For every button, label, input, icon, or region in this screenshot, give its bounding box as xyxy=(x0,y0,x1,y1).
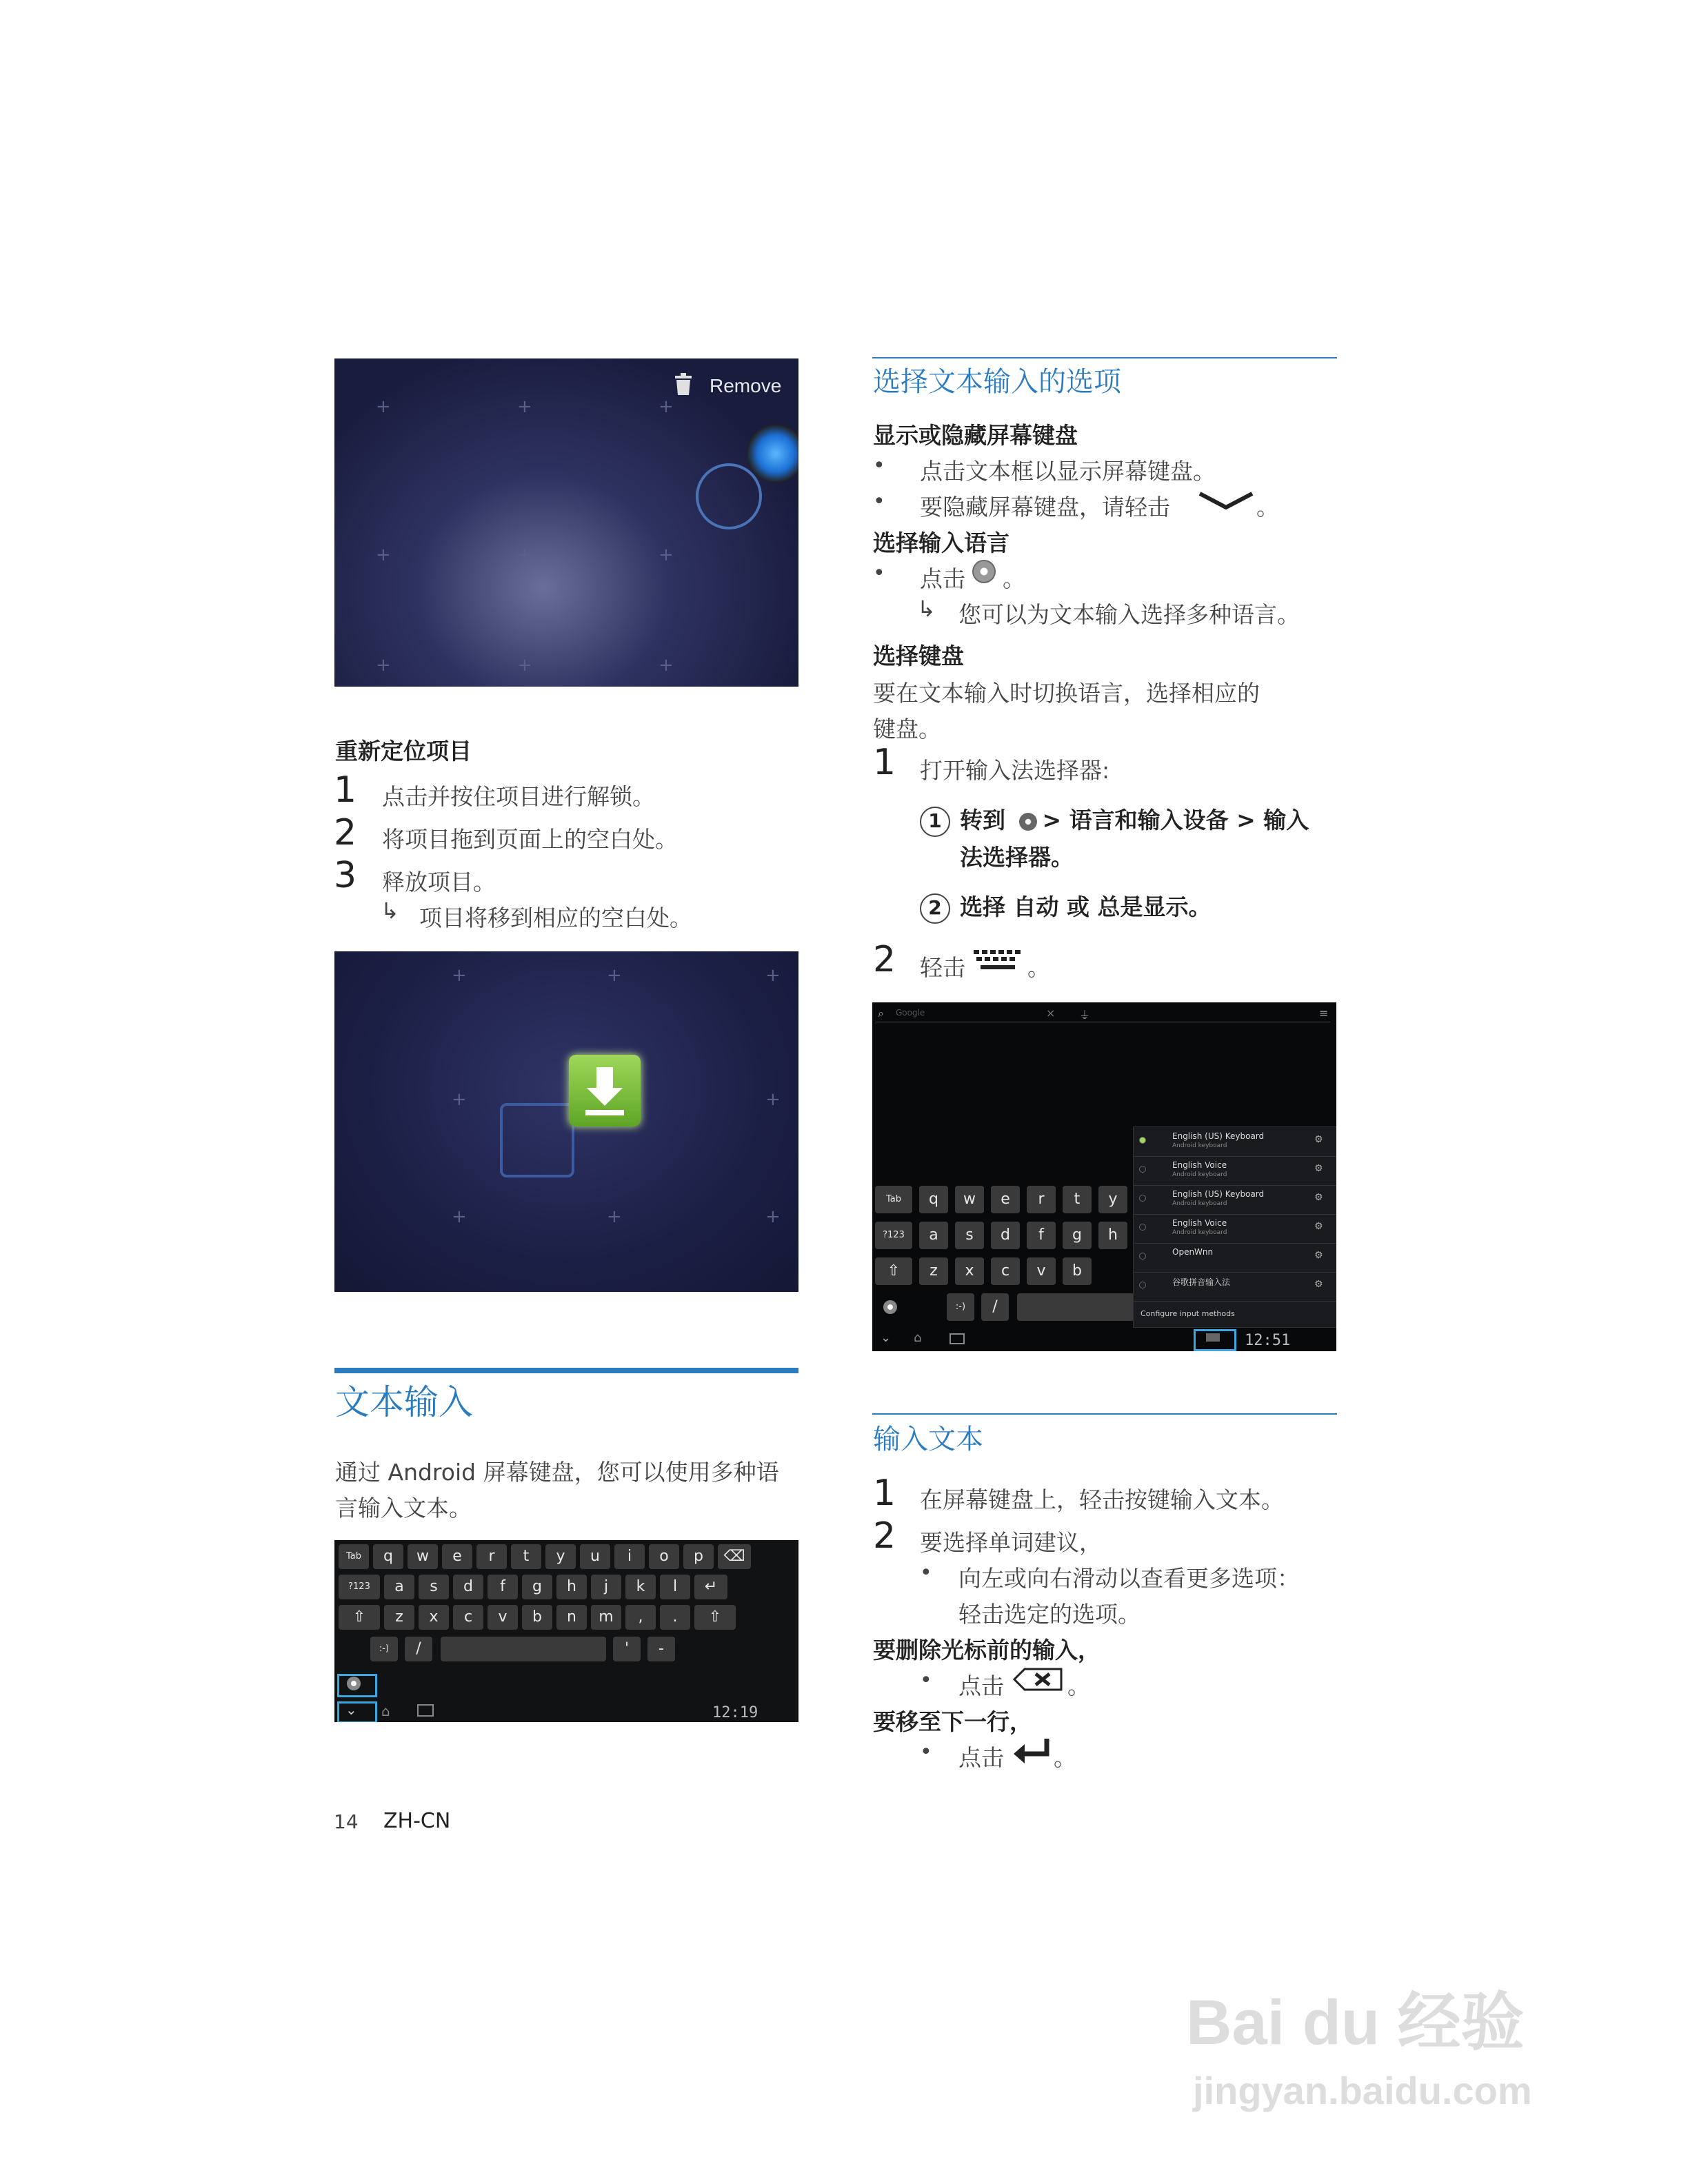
dragged-app-icon xyxy=(747,425,798,483)
configure-input-methods-link[interactable]: Configure input methods xyxy=(1141,1309,1235,1318)
keyboard-key[interactable]: . xyxy=(660,1605,690,1630)
keyboard-key[interactable]: Tab xyxy=(339,1544,369,1569)
keyboard-key[interactable]: ↵ xyxy=(694,1575,727,1599)
keyboard-key[interactable]: ' xyxy=(613,1637,641,1661)
step-number: 1 xyxy=(334,769,357,811)
page-number: 14 xyxy=(334,1810,359,1833)
keyboard-key[interactable]: f xyxy=(1027,1222,1056,1249)
grid-cross: + xyxy=(607,1206,622,1227)
keyboard-key[interactable]: :-) xyxy=(370,1637,398,1661)
grid-cross: + xyxy=(376,396,391,417)
step-number: 2 xyxy=(873,1515,896,1557)
step-text: 打开输入法选择器: xyxy=(920,757,1110,784)
space-bar[interactable] xyxy=(441,1637,606,1661)
grid-cross: + xyxy=(607,965,622,986)
option-title: English Voice xyxy=(1172,1160,1227,1170)
status-clock: 12:19 xyxy=(712,1704,758,1721)
keyboard-key[interactable]: t xyxy=(511,1544,541,1569)
bullet: • xyxy=(873,561,885,585)
keyboard-key[interactable]: q xyxy=(373,1544,403,1569)
delete-title: 要删除光标前的输入， xyxy=(873,1637,1101,1664)
keyboard-key[interactable]: / xyxy=(981,1293,1009,1321)
keyboard-key[interactable]: v xyxy=(488,1605,518,1630)
keyboard-key[interactable]: x xyxy=(955,1257,984,1285)
keyboard-key[interactable]: c xyxy=(453,1605,483,1630)
keyboard-key[interactable]: ⇧ xyxy=(875,1257,912,1285)
keyboard-key[interactable]: c xyxy=(991,1257,1020,1285)
bullet: • xyxy=(920,1561,932,1585)
grid-cross: + xyxy=(517,545,532,565)
keyboard-key[interactable]: s xyxy=(955,1222,984,1249)
keyboard-key[interactable]: ?123 xyxy=(875,1222,912,1249)
step-number: 2 xyxy=(873,939,896,980)
keyboard xyxy=(334,1540,798,1722)
period: 。 xyxy=(1027,954,1050,981)
settings-gear-icon xyxy=(1019,813,1037,831)
input-method-option[interactable] xyxy=(1134,1156,1336,1186)
keyboard-key[interactable]: u xyxy=(580,1544,610,1569)
keyboard-key[interactable]: j xyxy=(591,1575,621,1599)
keyboard-key[interactable]: w xyxy=(955,1186,984,1213)
step-number: 1 xyxy=(873,1473,896,1514)
menu-icon: ≡ xyxy=(1319,1007,1329,1020)
option-subtitle: Android keyboard xyxy=(1172,1200,1227,1207)
keyboard-key[interactable]: :-) xyxy=(947,1293,974,1321)
remove-label: Remove xyxy=(710,375,782,396)
keyboard-key[interactable]: b xyxy=(1063,1257,1092,1285)
step-text: 在屏幕键盘上，轻击按键输入文本。 xyxy=(920,1486,1284,1513)
intro-text: 言输入文本。 xyxy=(335,1495,472,1521)
keyboard-key[interactable]: r xyxy=(476,1544,507,1569)
bullet-text: 向左或向右滑动以查看更多选项： xyxy=(958,1565,1300,1592)
screenshot-remove-item xyxy=(334,358,798,687)
keyboard-key[interactable]: f xyxy=(488,1575,518,1599)
grid-cross: + xyxy=(376,655,391,676)
grid-cross: + xyxy=(765,1206,781,1227)
radio-button[interactable] xyxy=(1139,1253,1146,1260)
chevron-down-icon: ⌄ xyxy=(345,1701,357,1718)
step-text: 释放项目。 xyxy=(382,869,496,896)
keyboard-key[interactable]: - xyxy=(647,1637,675,1661)
keyboard-icon xyxy=(972,949,1023,972)
status-clock: 12:51 xyxy=(1245,1332,1291,1349)
option-subtitle: Android keyboard xyxy=(1172,1171,1227,1178)
option-title: English (US) Keyboard xyxy=(1172,1189,1265,1199)
bullet-text: 点击 xyxy=(920,565,965,592)
result-text: 您可以为文本输入选择多种语言。 xyxy=(958,601,1300,628)
bullet: • xyxy=(873,489,885,514)
step-number: 3 xyxy=(334,855,357,896)
keyboard-key[interactable]: x xyxy=(419,1605,449,1630)
search-icon: ⌕ xyxy=(878,1007,884,1020)
keyboard-key[interactable]: h xyxy=(556,1575,587,1599)
keyboard-icon xyxy=(1206,1333,1220,1342)
reposition-title: 重新定位项目 xyxy=(335,738,472,765)
keyboard-key[interactable]: r xyxy=(1027,1186,1056,1213)
section-heading-enter-text: 输入文本 xyxy=(873,1424,983,1455)
option-title: OpenWnn xyxy=(1172,1247,1214,1257)
keyboard-desc: 键盘。 xyxy=(873,716,941,742)
section-heading-select-options: 选择文本输入的选项 xyxy=(873,366,1121,398)
keyboard-key[interactable]: e xyxy=(442,1544,472,1569)
substep-text: 转到 xyxy=(960,807,1005,833)
substep xyxy=(920,889,1211,924)
period: 。 xyxy=(1054,1744,1076,1771)
newline-title: 要移至下一行， xyxy=(873,1708,1032,1735)
input-method-option[interactable] xyxy=(1134,1214,1336,1244)
radio-button[interactable] xyxy=(1139,1224,1146,1231)
section-rule xyxy=(334,1368,798,1373)
keyboard-key[interactable]: w xyxy=(408,1544,438,1569)
keyboard-key[interactable]: l xyxy=(660,1575,690,1599)
keyboard-key[interactable]: y xyxy=(1098,1186,1127,1213)
keyboard-key[interactable]: a xyxy=(384,1575,414,1599)
substep-marker: 2 xyxy=(920,893,950,924)
input-settings-icon[interactable] xyxy=(883,1300,897,1314)
input-method-menu xyxy=(1133,1126,1336,1328)
step-text: 轻击 xyxy=(920,954,965,981)
keyboard-key[interactable]: / xyxy=(405,1637,432,1661)
step-number: 2 xyxy=(334,812,357,853)
option-subtitle: Android keyboard xyxy=(1172,1142,1227,1149)
empty-slot-outline xyxy=(500,1103,574,1177)
show-hide-title: 显示或隐藏屏幕键盘 xyxy=(873,422,1078,449)
bullet-text: 要隐藏屏幕键盘，请轻击 xyxy=(920,494,1170,520)
grid-cross: + xyxy=(517,396,532,417)
keyboard-key[interactable]: i xyxy=(614,1544,645,1569)
period: 。 xyxy=(1003,565,1025,592)
settings-icon[interactable]: ⚙ xyxy=(1314,1192,1323,1203)
keyboard-key[interactable]: a xyxy=(919,1222,948,1249)
home-icon: ⌂ xyxy=(914,1331,922,1345)
bullet-text: 点击 xyxy=(958,1672,1004,1699)
keyboard-key[interactable]: ?123 xyxy=(339,1575,380,1599)
watermark-url: jingyan.baidu.com xyxy=(1193,2069,1532,2112)
keyboard-key[interactable]: m xyxy=(591,1605,621,1630)
intro-text: 通过 Android 屏幕键盘，您可以使用多种语 xyxy=(335,1459,779,1486)
screenshot-keyboard xyxy=(334,1540,798,1722)
section-rule xyxy=(872,1413,1337,1415)
settings-icon[interactable]: ⚙ xyxy=(1314,1134,1323,1145)
keyboard-key[interactable]: g xyxy=(1063,1222,1092,1249)
grid-cross: + xyxy=(452,1206,467,1227)
result-arrow-icon: ↳ xyxy=(917,596,936,622)
substep-text: 法选择器。 xyxy=(960,844,1074,871)
step-text: 点击并按住项目进行解锁。 xyxy=(382,783,655,810)
step-text: 要选择单词建议， xyxy=(920,1529,1102,1556)
keyboard-key[interactable]: b xyxy=(522,1605,552,1630)
home-icon: ⌂ xyxy=(381,1703,390,1719)
microphone-icon: ⏚ xyxy=(1079,1009,1091,1022)
language-code: ZH-CN xyxy=(383,1809,451,1833)
keyboard-key[interactable]: ⌫ xyxy=(718,1544,751,1569)
screenshot-input-method-selector xyxy=(872,1002,1336,1351)
settings-icon[interactable]: ⚙ xyxy=(1314,1163,1323,1174)
substep-marker: 1 xyxy=(920,807,950,837)
radio-button[interactable] xyxy=(1139,1166,1146,1173)
settings-icon[interactable]: ⚙ xyxy=(1314,1221,1323,1232)
hide-keyboard-chevron-icon xyxy=(1198,491,1254,510)
keyboard-key[interactable]: , xyxy=(625,1605,656,1630)
substep xyxy=(920,802,1309,837)
baidu-watermark-logo xyxy=(1186,1930,1572,2068)
keyboard-key[interactable]: t xyxy=(1063,1186,1092,1213)
grid-cross: + xyxy=(517,655,532,676)
keyboard-key[interactable]: d xyxy=(991,1222,1020,1249)
option-title: English (US) Keyboard xyxy=(1172,1131,1265,1141)
language-title: 选择输入语言 xyxy=(873,529,1009,556)
keyboard-key[interactable]: z xyxy=(384,1605,414,1630)
step-text: 将项目拖到页面上的空白处。 xyxy=(382,826,678,853)
recent-apps-icon xyxy=(417,1704,434,1717)
result-arrow-icon: ↳ xyxy=(381,898,399,924)
grid-cross: + xyxy=(452,1089,467,1110)
bullet-text: 轻击选定的选项。 xyxy=(958,1601,1141,1628)
watermark-brand: Bai du 经验 xyxy=(1186,1988,1525,2058)
keyboard-key[interactable]: h xyxy=(1098,1222,1127,1249)
search-placeholder: Google xyxy=(896,1008,925,1018)
space-bar[interactable] xyxy=(1017,1293,1134,1321)
radio-button[interactable] xyxy=(1139,1195,1146,1202)
drop-target-circle xyxy=(696,463,762,529)
keyboard-title: 选择键盘 xyxy=(873,643,964,669)
substep-text: > 语言和输入设备 > 输入 xyxy=(1042,807,1309,833)
keyboard-key[interactable]: p xyxy=(683,1544,714,1569)
keyboard-key[interactable]: Tab xyxy=(875,1186,912,1213)
keyboard-key[interactable]: o xyxy=(649,1544,679,1569)
bullet: • xyxy=(873,454,885,478)
grid-cross: + xyxy=(452,965,467,986)
keyboard-key[interactable]: y xyxy=(545,1544,576,1569)
keyboard-key[interactable]: ⇧ xyxy=(339,1605,380,1630)
keyboard-key[interactable]: v xyxy=(1027,1257,1056,1285)
bullet-text: 点击文本框以显示屏幕键盘。 xyxy=(920,458,1216,485)
keyboard-key[interactable]: k xyxy=(625,1575,656,1599)
keyboard-key[interactable]: g xyxy=(522,1575,552,1599)
result-text: 项目将移到相应的空白处。 xyxy=(419,904,692,931)
radio-button[interactable] xyxy=(1139,1137,1146,1144)
grid-cross: + xyxy=(765,965,781,986)
keyboard-key[interactable]: s xyxy=(419,1575,449,1599)
section-rule xyxy=(872,357,1337,358)
input-method-option[interactable] xyxy=(1134,1272,1336,1302)
keyboard-key[interactable]: d xyxy=(453,1575,483,1599)
option-subtitle: Android keyboard xyxy=(1172,1229,1227,1236)
grid-cross: + xyxy=(376,545,391,565)
enter-key-icon xyxy=(1012,1736,1052,1763)
settings-gear-icon xyxy=(972,560,996,583)
keyboard-desc: 要在文本输入时切换语言，选择相应的 xyxy=(873,680,1260,707)
keyboard-key[interactable]: ⇧ xyxy=(694,1605,736,1630)
recent-apps-icon xyxy=(950,1333,965,1344)
period: 。 xyxy=(1067,1672,1090,1699)
grid-cross: + xyxy=(659,655,674,676)
keyboard-key[interactable]: e xyxy=(991,1186,1020,1213)
keyboard-key[interactable]: z xyxy=(919,1257,948,1285)
radio-button[interactable] xyxy=(1139,1282,1146,1288)
input-method-option[interactable] xyxy=(1134,1243,1336,1273)
bullet: • xyxy=(920,1668,932,1692)
trash-icon xyxy=(674,372,693,396)
screenshot-drag-item xyxy=(334,951,798,1292)
keyboard-key[interactable]: q xyxy=(919,1186,948,1213)
bullet: • xyxy=(920,1740,932,1764)
option-title: English Voice xyxy=(1172,1218,1227,1228)
option-title: 谷歌拼音输入法 xyxy=(1172,1277,1231,1287)
input-method-option[interactable] xyxy=(1134,1127,1336,1157)
backspace-icon xyxy=(1012,1667,1063,1692)
keyboard-key[interactable]: n xyxy=(556,1605,587,1630)
grid-cross: + xyxy=(659,545,674,565)
period: 。 xyxy=(1256,494,1279,520)
hide-keyboard-highlight xyxy=(337,1701,377,1722)
section-heading-text-input: 文本输入 xyxy=(335,1382,473,1422)
step-number: 1 xyxy=(873,742,896,783)
settings-icon[interactable]: ⚙ xyxy=(1314,1250,1323,1261)
settings-icon[interactable]: ⚙ xyxy=(1314,1279,1323,1290)
grid-cross: + xyxy=(659,396,674,417)
substep-text: 选择 自动 或 总是显示。 xyxy=(960,893,1212,920)
input-settings-highlight xyxy=(337,1674,377,1697)
grid-cross: + xyxy=(765,1089,781,1110)
chevron-down-icon: ⌄ xyxy=(881,1331,892,1345)
bullet-text: 点击 xyxy=(958,1744,1004,1771)
close-icon: × xyxy=(1046,1007,1056,1020)
input-method-option[interactable] xyxy=(1134,1185,1336,1215)
download-app-icon xyxy=(569,1055,641,1126)
